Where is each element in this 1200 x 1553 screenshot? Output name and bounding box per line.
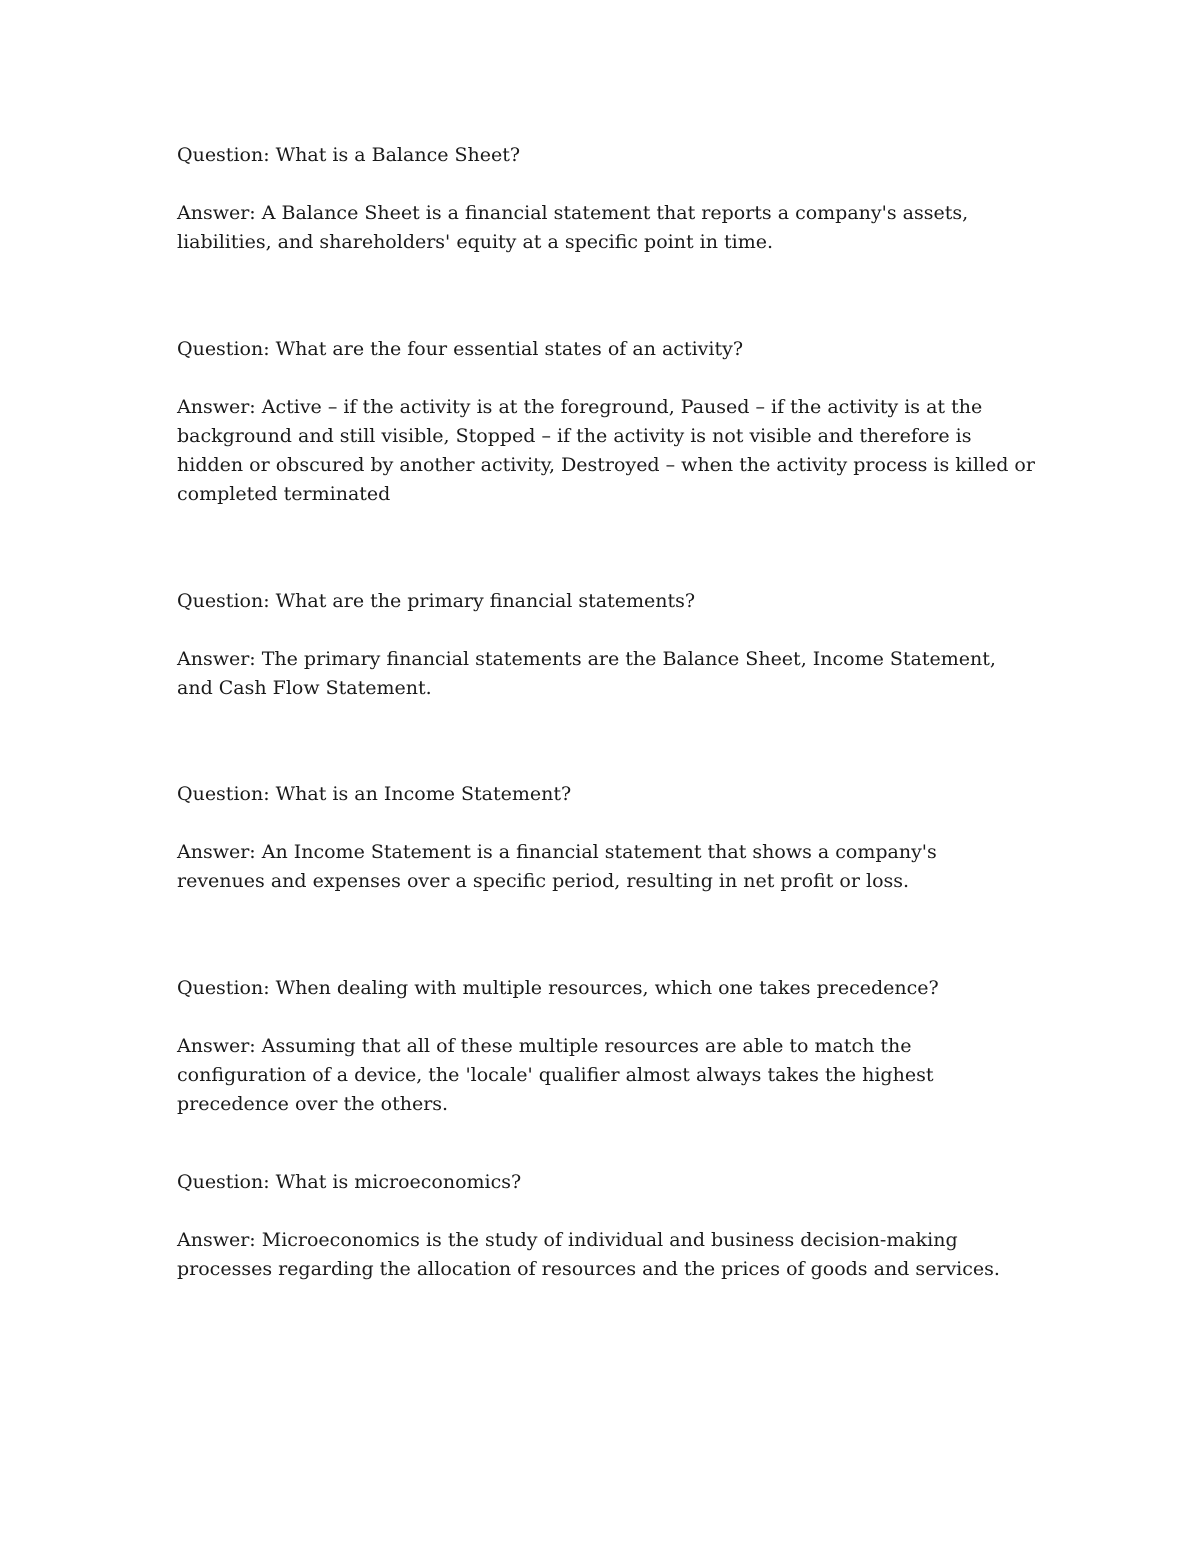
question-text: Question: What are the four essential states of an activity? xyxy=(177,338,744,360)
answer-text: Answer: The primary financial statements are the Balance Sheet, Income Statement, and Cash Flow Statement. xyxy=(177,648,996,699)
answer-text: Answer: Microeconomics is the study of individual and business decision-making processes regarding the allocation of resources and the prices of goods and services. xyxy=(177,1229,1000,1280)
qa-item xyxy=(177,1168,1037,1284)
answer-text: Answer: Assuming that all of these multiple resources are able to match the configuration of a device, the 'locale' qualifier almost always takes the highest precedence over the others. xyxy=(177,1035,934,1115)
answer-text: Answer: An Income Statement is a financial statement that shows a company's revenues and expenses over a specific period, resulting in net profit or loss. xyxy=(177,841,937,892)
answer-text: Answer: A Balance Sheet is a financial statement that reports a company's assets, liabilities, and shareholders' equity at a specific point in time. xyxy=(177,202,969,253)
qa-item xyxy=(177,587,1037,703)
qa-item xyxy=(177,141,1037,257)
qa-item xyxy=(177,974,1037,1119)
question-text: Question: What is microeconomics? xyxy=(177,1171,522,1193)
question-text: Question: What is an Income Statement? xyxy=(177,783,572,805)
question-text: Question: When dealing with multiple resources, which one takes precedence? xyxy=(177,977,939,999)
qa-item xyxy=(177,335,1037,509)
answer-text: Answer: Active – if the activity is at the foreground, Paused – if the activity is at the background and still visible, Stopped – if the activity is not visible and therefore is hidden or obscured by another activity, Destroyed – when the activity process is killed or completed terminated xyxy=(177,396,1035,505)
question-text: Question: What are the primary financial statements? xyxy=(177,590,696,612)
qa-item xyxy=(177,780,1037,896)
question-text: Question: What is a Balance Sheet? xyxy=(177,144,521,166)
